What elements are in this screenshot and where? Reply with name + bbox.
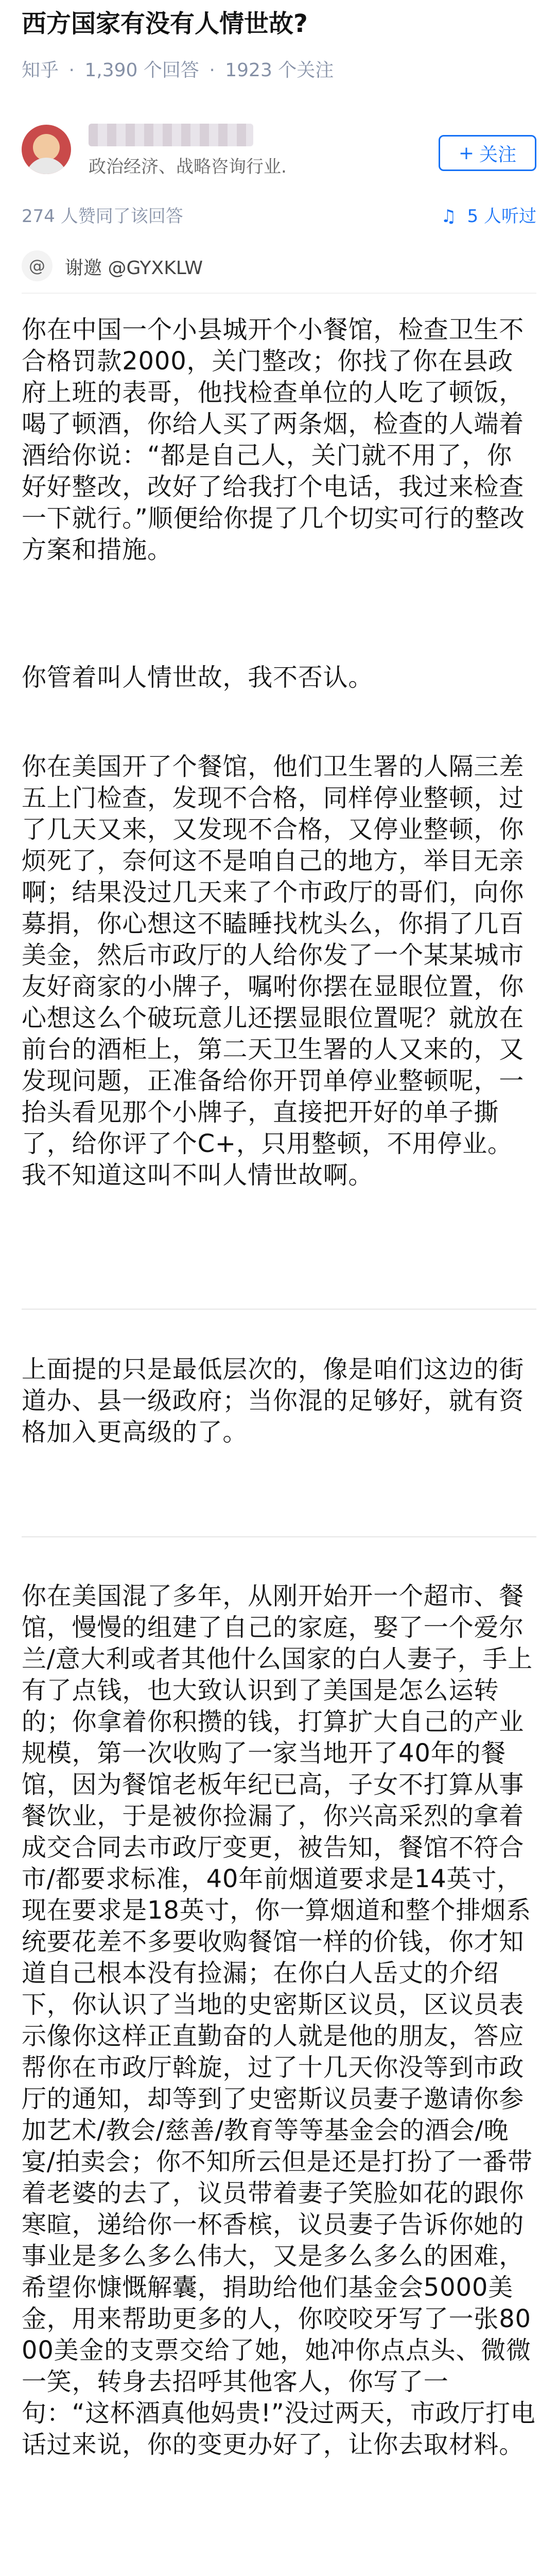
- listen-info[interactable]: [435, 202, 536, 227]
- answer-count: 1,390 个回答: [84, 60, 199, 81]
- mention-icon: @: [22, 250, 53, 281]
- paragraph: 你在美国开了个餐馆，他们卫生署的人隔三差五上门检查，发现不合格，同样停业整顿，过了几天又来，又发现不合格，又停业整顿，你烦死了，奈何这不是咱自己的地方，举目无亲啊；结果没过几天来了个市政厅的哥们，向你募捐，你心想这不瞌睡找枕头么，你捐了几百美金，然后市政厅的人给你发了一个某某城市友好商家的小牌子，嘱咐你摆在显眼位置，你心想这么个破玩意儿还摆显眼位置呢？就放在前台的酒柜上，第二天卫生署的人又来的，又发现问题，正准备给你开罚单停业整顿呢，一抬头看见那个小牌子，直接把开好的单子撕了，给你评了个C+，只用整顿，不用停业。我不知道这叫不叫人情世故啊。: [22, 752, 525, 1190]
- paragraph: 上面提的只是最低层次的，像是咱们这边的街道办、县一级政府；当你混的足够好，就有资格加入更高级的了。: [22, 1355, 525, 1447]
- section-divider: [22, 1309, 536, 1310]
- upvote-count: 274 人赞同了该回答: [22, 206, 183, 227]
- listen-label: 5 人听过: [467, 206, 536, 227]
- author-name-blurred[interactable]: [89, 124, 253, 146]
- paragraph: 你在美国混了多年，从刚开始开一个超市、餐馆，慢慢的组建了自己的家庭，娶了一个爱尔兰/意大利或者其他什么国家的白人妻子，手上有了点钱，也大致认识到了美国是怎么运转的；你拿着你积攒的钱，打算扩大自己的产业规模，第一次收购了一家当地开了40年的餐馆，因为餐馆老板年纪已高，子女不打算从事餐饮业，于是被你捡漏了，你兴高采烈的拿着成交合同去市政厅变更，被告知，餐馆不符合市/都要求标准，40年前烟道要求是14英寸，现在要求是18英寸，你一算烟道和整个排烟系统要花差不多要收购餐馆一样的价钱，你才知道自己根本没有捡漏；在你白人岳丈的介绍下，你认识了当地的史密斯区议员，区议员表示像你这样正直勤奋的人就是他的朋友，答应帮你在市政厅斡旋，过了十几天你没等到市政厅的通知，却等到了史密斯议员妻子邀请你参加艺术/教会/慈善/教育等等基金会的酒会/晚宴/拍卖会；你不知所云但是还是打扮了一番带着老婆的去了，议员带着妻子笑脸如花的跟你寒暄，递给你一杯香槟，议员妻子告诉你她的事业是多么多么伟大，又是多么多么的困难，希望你慷慨解囊，捐助给他们基金会5000美金，用来帮助更多的人，你咬咬牙写了一张8000美金的支票交给了她，她冲你点点头、微微一笑，转身去招呼其他客人，你写了一句：“这杯酒真他妈贵!”没过两天，市政厅打电话过来说，你的变更办好了，让你去取材料。: [22, 1582, 536, 2459]
- follower-count: 1923 个关注: [225, 60, 334, 81]
- plus-icon: +: [458, 142, 475, 164]
- author-block: [22, 118, 536, 180]
- author-bio: 政治经济、战略咨询行业.: [89, 157, 287, 177]
- paragraph: 你在中国一个小县城开个小餐馆，检查卫生不合格罚款2000，关门整改；你找了你在县政府上班的表哥，他找检查单位的人吃了顿饭，喝了顿酒，你给人买了两条烟，检查的人端着酒给你说：“都是自己人，关门就不用了，你好好整改，改好了给我打个电话，我过来检查一下就行。”顺便给你提了几个切实可行的整改方案和措施。: [22, 315, 525, 564]
- section-divider: [22, 1536, 536, 1537]
- follow-button[interactable]: [439, 135, 536, 171]
- headphones-icon: ♫: [441, 206, 457, 227]
- source-label: 知乎: [22, 60, 59, 81]
- question-meta: 知乎 · 1,390 个回答 · 1923 个关注: [22, 60, 334, 81]
- question-title[interactable]: 西方国家有没有人情世故?: [22, 9, 308, 38]
- follow-label: 关注: [479, 144, 517, 165]
- avatar[interactable]: [22, 125, 71, 174]
- thanks-text[interactable]: 谢邀 @GYXKLW: [65, 258, 203, 279]
- thanks-mention: [22, 246, 536, 294]
- paragraph: 你管着叫人情世故，我不否认。: [22, 663, 374, 692]
